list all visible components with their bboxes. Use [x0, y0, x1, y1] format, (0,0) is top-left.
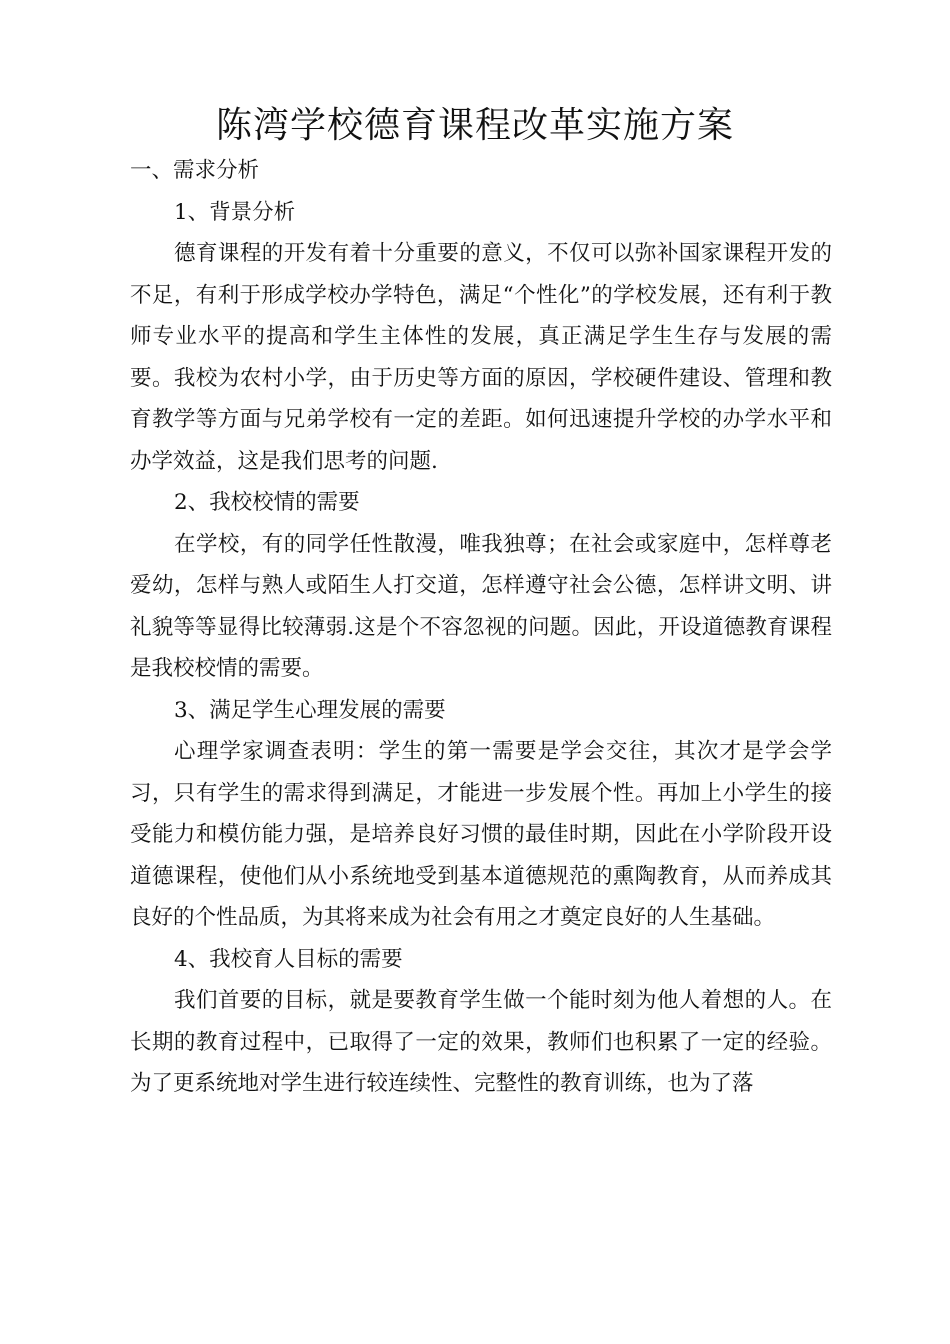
paragraph-school-situation: 在学校，有的同学任性散漫，唯我独尊；在社会或家庭中，怎样尊老爱幼，怎样与熟人或陌生人打交道，怎样遵守社会公德，怎样讲文明、讲礼貌等等显得比较薄弱.这是个不容忽视的问题。因此，开设道德教育课程是我校校情的需要。	[130, 531, 832, 681]
subsection-heading-education-goal: 4、我校育人目标的需要	[174, 946, 403, 972]
paragraph-psychological-development: 心理学家调查表明：学生的第一需要是学会交往，其次才是学会学习，只有学生的需求得到满足，才能进一步发展个性。再加上小学生的接受能力和模仿能力强，是培养良好习惯的最佳时期，因此在小学阶段开设道德课程，使他们从小系统地受到基本道德规范的熏陶教育，从而养成其良好的个性品质，为其将来成为社会有用之才奠定良好的人生基础。	[130, 739, 832, 930]
subsection-heading-background: 1、背景分析	[174, 199, 296, 225]
subsection-heading-psychological-development: 3、满足学生心理发展的需要	[174, 697, 446, 723]
document-title: 陈湾学校德育课程改革实施方案	[215, 105, 734, 146]
document-body	[130, 150, 832, 1105]
subsection-heading-school-situation: 2、我校校情的需要	[174, 490, 360, 515]
paragraph-education-goal: 我们首要的目标，就是要教育学生做一个能时刻为他人着想的人。在长期的教育过程中，已取得了一定的效果，教师们也积累了一定的经验。为了更系统地对学生进行较连续性、完整性的教育训练，也为了落	[130, 988, 832, 1096]
paragraph-background: 德育课程的开发有着十分重要的意义，不仅可以弥补国家课程开发的不足，有利于形成学校办学特色，满足“个性化”的学校发展，还有利于教师专业水平的提高和学生主体性的发展，真正满足学生生存与发展的需要。我校为农村小学，由于历史等方面的原因，学校硬件建设、管理和教育教学等方面与兄弟学校有一定的差距。如何迅速提升学校的办学水平和办学效益，这是我们思考的问题.	[130, 241, 832, 474]
section-heading-needs-analysis: 一、需求分析	[130, 158, 260, 183]
